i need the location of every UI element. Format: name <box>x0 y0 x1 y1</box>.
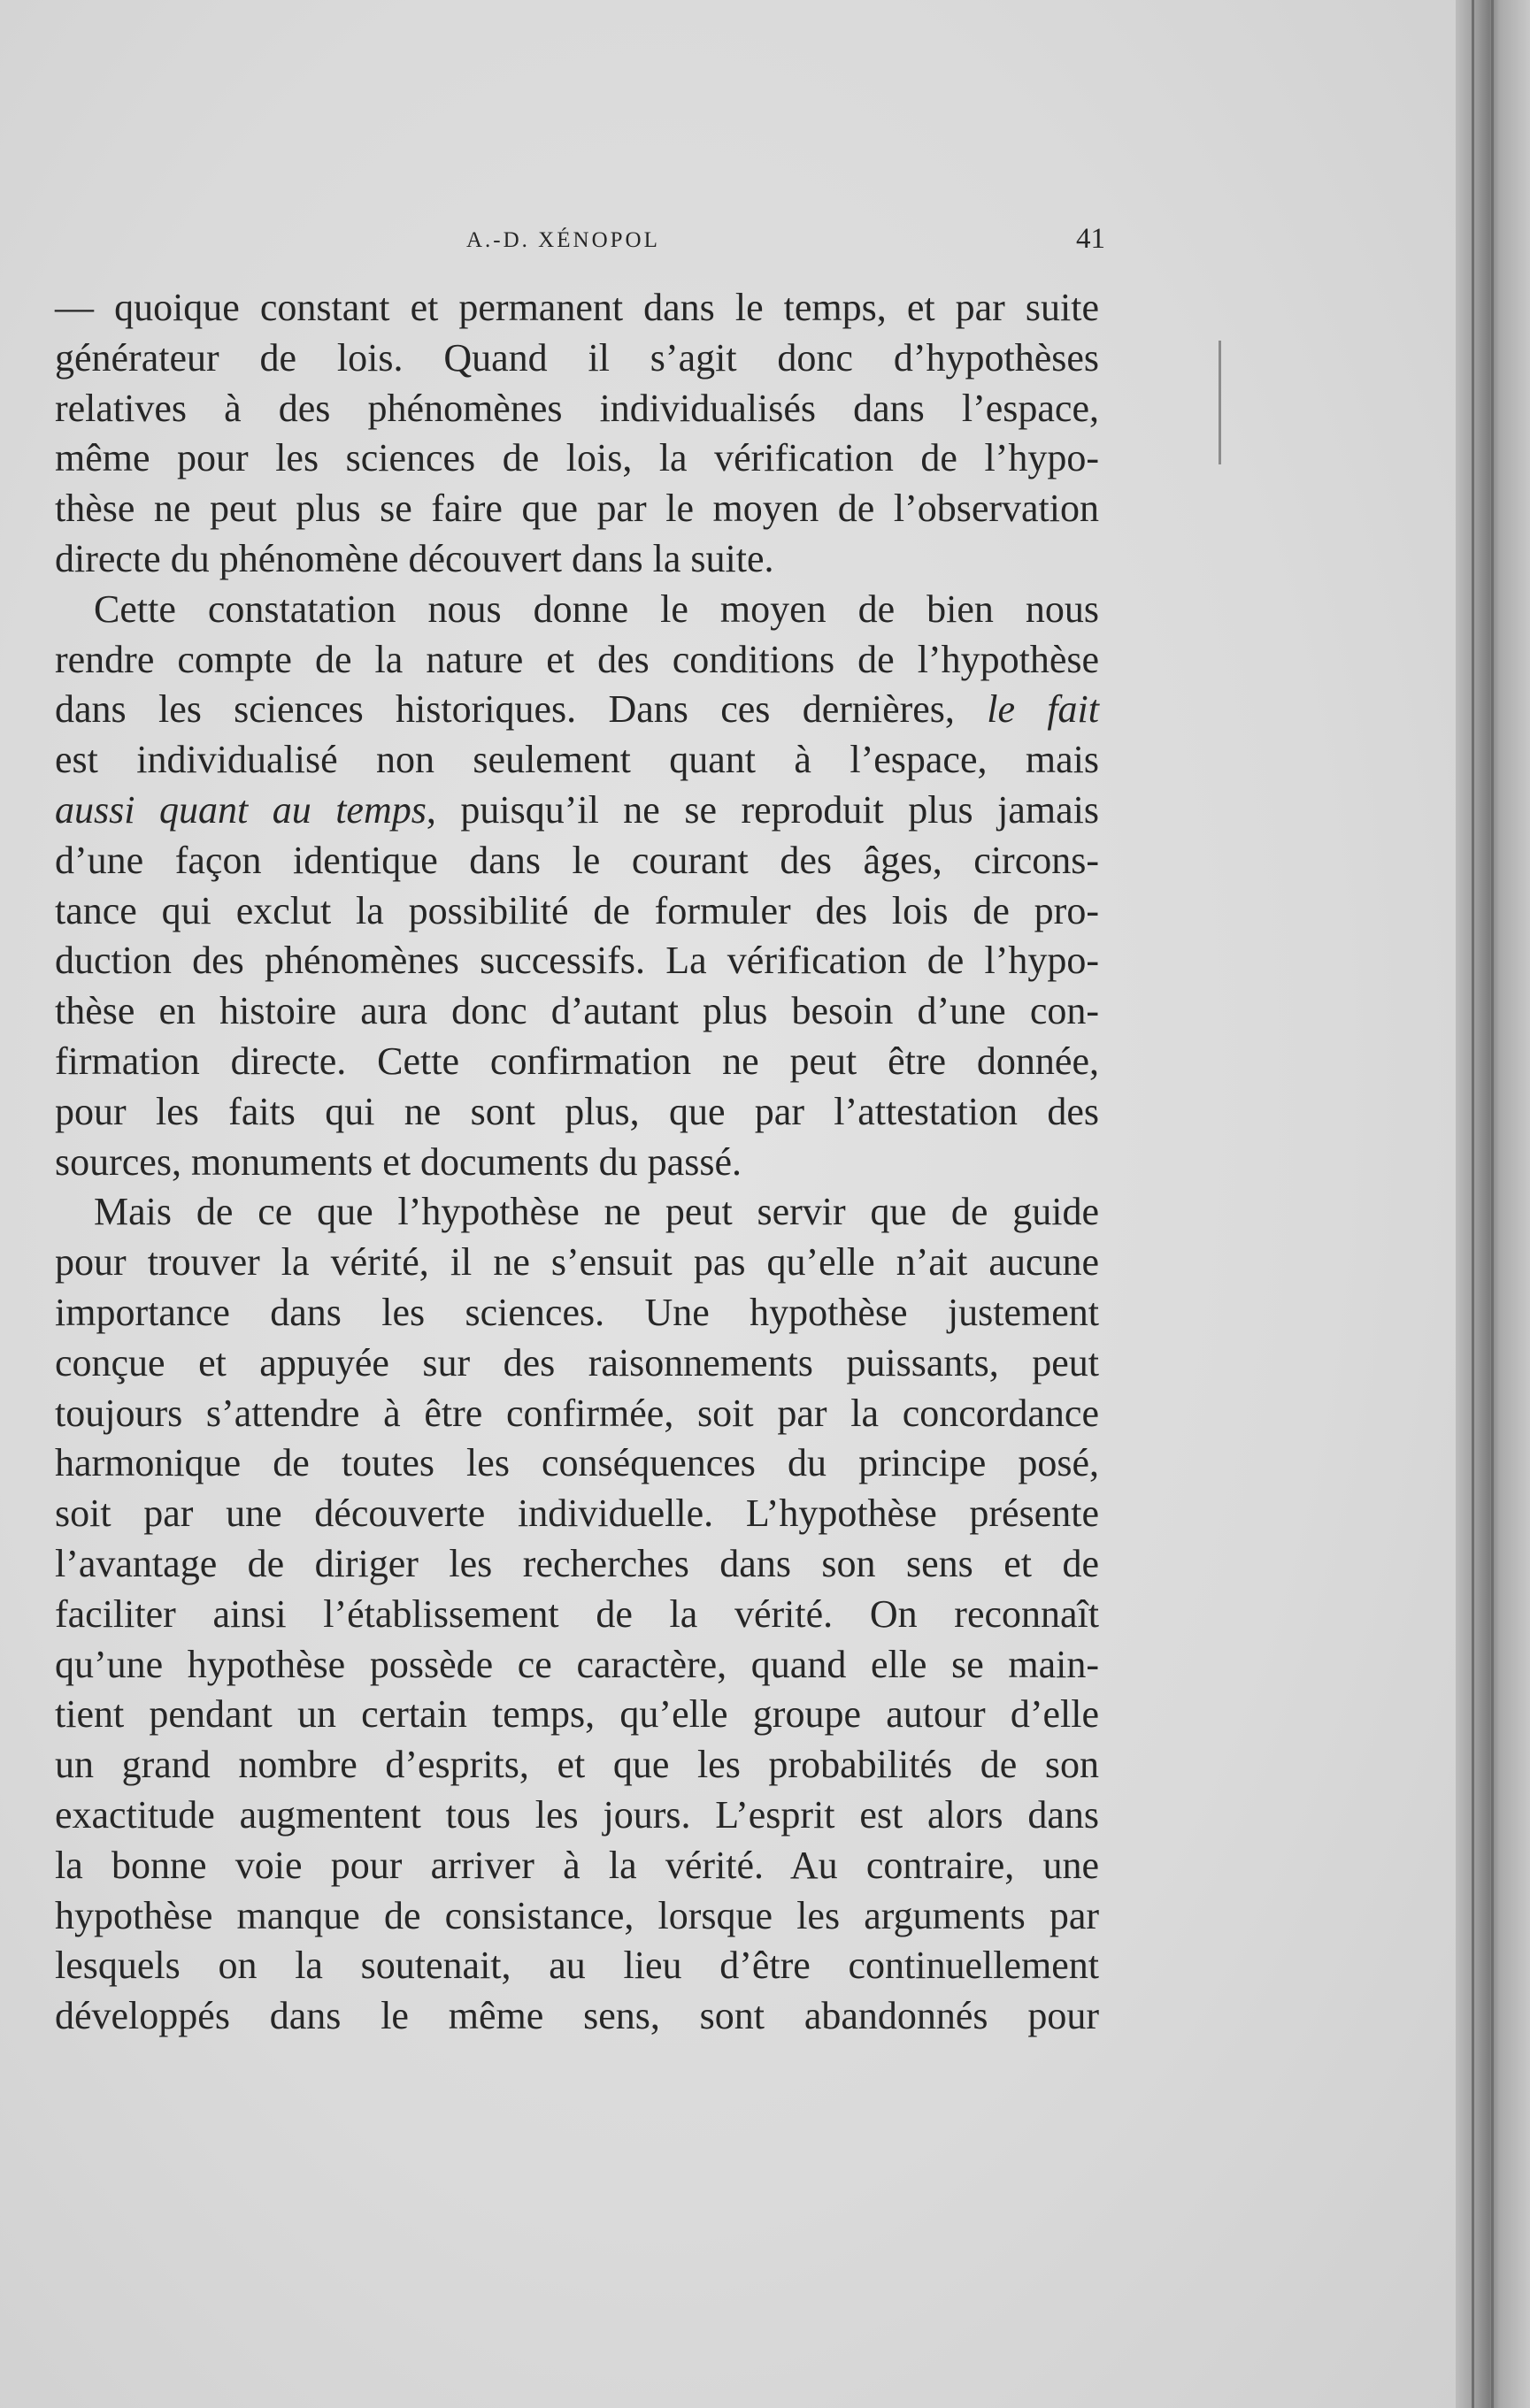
italic-segment: le fait <box>987 687 1099 732</box>
text-line <box>55 685 1099 735</box>
text-line: Mais de ce que l’hypothèse ne peut servir que de guide <box>94 1190 1099 1234</box>
text-line: — quoique constant et permanent dans le temps, et par suite <box>55 286 1099 329</box>
body-text <box>55 283 1099 2042</box>
text-line: d’une façon identique dans le courant des âges, circons- <box>55 838 1099 882</box>
text-line: harmonique de toutes les conséquences du principe posé, <box>55 1441 1099 1485</box>
text-line: Cette constatation nous donne le moyen de bien nous <box>94 587 1099 631</box>
text-line: pour les faits qui ne sont plus, que par l’attestation des <box>55 1089 1099 1133</box>
text-line: la bonne voie pour arriver à la vérité. Au contraire, une <box>55 1843 1099 1887</box>
text-line: un grand nombre d’esprits, et que les probabilités de son <box>55 1743 1099 1787</box>
text-line: générateur de lois. Quand il s’agit donc d’hypothèses <box>55 335 1099 380</box>
text-line: tient pendant un certain temps, qu’elle groupe autour d’elle <box>55 1692 1099 1737</box>
text-line: relatives à des phénomènes individualisés dans l’espace, <box>55 386 1099 430</box>
text-line: pour trouver la vérité, il ne s’ensuit pas qu’elle n’ait aucune <box>55 1240 1099 1285</box>
text-line: soit par une découverte individuelle. L’hypothèse présente <box>55 1492 1099 1536</box>
text-line: qu’une hypothèse possède ce caractère, quand elle se main- <box>55 1642 1099 1686</box>
text-segment: , puisqu’il ne se reproduit plus jamais <box>426 787 1099 832</box>
text-line <box>55 786 1099 836</box>
text-line: thèse ne peut plus se faire que par le moyen de l’observation <box>55 487 1099 531</box>
running-head-author: A.-D. XÉNOPOL <box>466 228 660 252</box>
text-segment: dans les sciences historiques. Dans ces dernières, <box>55 687 955 732</box>
margin-mark <box>1219 341 1221 464</box>
text-line: lesquels on la soutenait, au lieu d’être continuellement <box>55 1944 1099 1988</box>
text-line: l’avantage de diriger les recherches dans son sens et de <box>55 1541 1099 1585</box>
italic-segment: aussi quant au temps <box>55 787 427 832</box>
text-line: même pour les sciences de lois, la vérification de l’hypo- <box>55 436 1099 480</box>
text-line: rendre compte de la nature et des conditions de l’hypothèse <box>55 637 1099 681</box>
text-line: firmation directe. Cette confirmation ne peut être donnée, <box>55 1039 1099 1083</box>
page-edge-shadow <box>1456 0 1530 2408</box>
text-line: faciliter ainsi l’établissement de la vérité. On reconnaît <box>55 1591 1099 1636</box>
text-line: est individualisé non seulement quant à l’espace, mais <box>55 738 1099 782</box>
text-line: tance qui exclut la possibilité de formuler des lois de pro- <box>55 888 1099 932</box>
text-line: hypothèse manque de consistance, lorsque les arguments par <box>55 1893 1099 1937</box>
running-head <box>0 223 1530 264</box>
text-line: sources, monuments et documents du passé. <box>55 1139 742 1184</box>
text-line: duction des phénomènes successifs. La vérification de l’hypo- <box>55 939 1099 983</box>
text-line: développés dans le même sens, sont abandonnés pour <box>55 1994 1099 2038</box>
page-number: 41 <box>1076 223 1105 255</box>
text-line: exactitude augmentent tous les jours. L’esprit est alors dans <box>55 1792 1099 1837</box>
page-edge-line <box>1491 0 1494 2408</box>
text-line: conçue et appuyée sur des raisonnements puissants, peut <box>55 1340 1099 1384</box>
text-line: directe du phénomène découvert dans la suite. <box>55 536 774 580</box>
text-line: thèse en histoire aura donc d’autant plus besoin d’une con- <box>55 989 1099 1033</box>
text-line: importance dans les sciences. Une hypothèse justement <box>55 1290 1099 1334</box>
page-edge-line <box>1472 0 1474 2408</box>
text-line: toujours s’attendre à être confirmée, soit par la concordance <box>55 1391 1099 1435</box>
